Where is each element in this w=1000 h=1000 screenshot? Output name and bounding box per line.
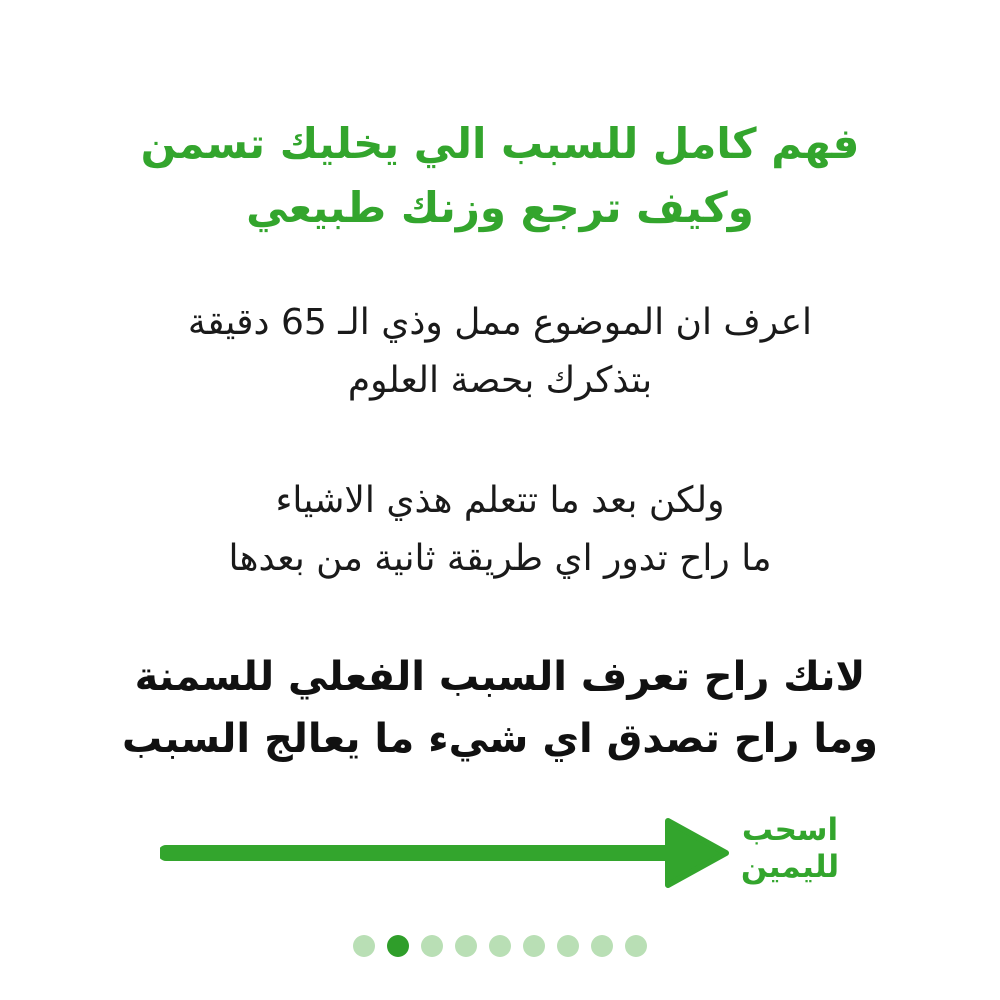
emphasis-line-2: وما راح تصدق اي شيء ما يعالج السبب bbox=[122, 716, 878, 762]
intro-line-2: بتذكرك بحصة العلوم bbox=[347, 360, 653, 401]
pagination-dot[interactable] bbox=[591, 935, 613, 957]
pagination-dot[interactable] bbox=[421, 935, 443, 957]
promise-line-2: ما راح تدور اي طريقة ثانية من بعدها bbox=[228, 538, 772, 579]
swipe-hint-line-1: اسحب bbox=[741, 812, 839, 848]
emphasis-line-1: لانك راح تعرف السبب الفعلي للسمنة bbox=[134, 654, 866, 700]
intro-paragraph bbox=[0, 294, 1000, 410]
title-line-2: وكيف ترجع وزنك طبيعي bbox=[246, 183, 754, 232]
promise-paragraph bbox=[0, 472, 1000, 588]
swipe-hint-line-2: لليمين bbox=[740, 849, 840, 885]
pagination-dot-active[interactable] bbox=[387, 935, 409, 957]
pagination-dot[interactable] bbox=[353, 935, 375, 957]
emphasis-paragraph bbox=[0, 646, 1000, 770]
slide-title bbox=[0, 112, 1000, 240]
swipe-hint[interactable] bbox=[730, 812, 850, 886]
intro-line-1: اعرف ان الموضوع ممل وذي الـ 65 دقيقة bbox=[187, 302, 813, 343]
promise-line-1: ولكن بعد ما تتعلم هذي الاشياء bbox=[275, 480, 725, 521]
pagination-dot[interactable] bbox=[557, 935, 579, 957]
pagination-dot[interactable] bbox=[523, 935, 545, 957]
pagination-dot[interactable] bbox=[455, 935, 477, 957]
title-line-1: فهم كامل للسبب الي يخليك تسمن bbox=[140, 119, 860, 168]
pagination-dot[interactable] bbox=[625, 935, 647, 957]
pagination-dot[interactable] bbox=[489, 935, 511, 957]
arrow-right-icon[interactable] bbox=[160, 818, 730, 888]
pagination-dots[interactable] bbox=[0, 935, 1000, 957]
